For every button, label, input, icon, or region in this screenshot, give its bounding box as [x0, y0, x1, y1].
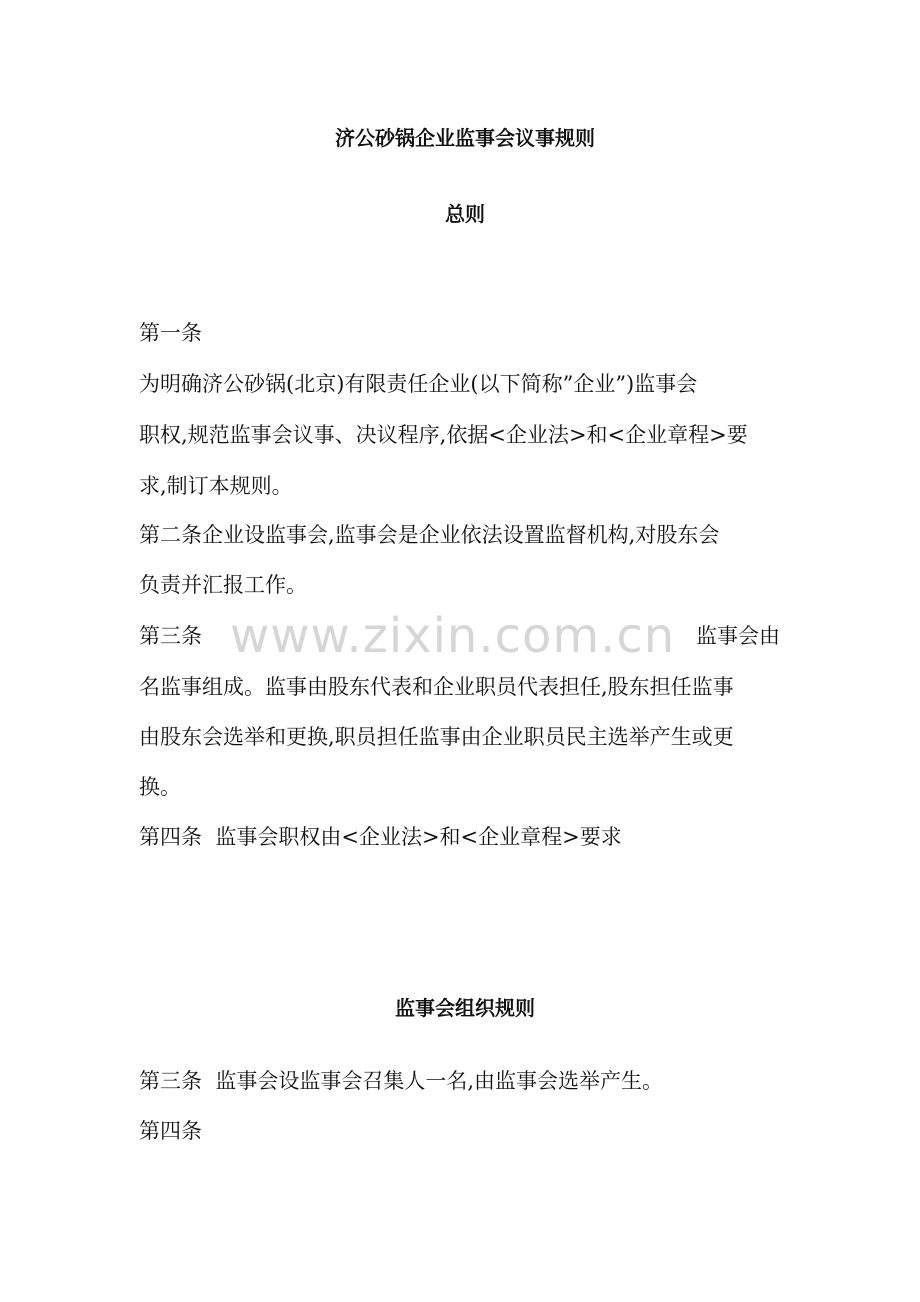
article-label: 第一条 — [139, 321, 202, 345]
section-heading-organization: 监事会组织规则 — [395, 996, 535, 1020]
article-text-line: 第三条 监事会设监事会召集人一名,由监事会选举产生。 — [139, 1069, 664, 1093]
article-text-line: 换。 — [139, 775, 181, 799]
watermark-text: www.zixin.com.cn — [230, 608, 676, 664]
article-text-line: 负责并汇报工作。 — [139, 573, 307, 597]
article-text-line: 第四条 监事会职权由<企业法>和<企业章程>要求 — [139, 825, 622, 849]
section-heading-general: 总则 — [445, 202, 485, 226]
article-label: 第四条 — [139, 1119, 202, 1143]
document-title: 济公砂锅企业监事会议事规则 — [335, 126, 595, 150]
article-text-line: 第二条企业设监事会,监事会是企业依法设置监督机构,对股东会 — [139, 523, 720, 547]
article-text-line: 为明确济公砂锅(北京)有限责任企业(以下简称”企业”)监事会 — [139, 372, 698, 396]
article-text-line: 名监事组成。监事由股东代表和企业职员代表担任,股东担任监事 — [139, 675, 734, 699]
article-text-line: 由股东会选举和更换,职员担任监事由企业职员民主选举产生或更 — [139, 725, 734, 749]
article-text-fragment: 监事会由 — [696, 624, 780, 648]
article-label: 第三条 — [139, 624, 202, 648]
article-text-line: 职权,规范监事会议事、决议程序,依据<企业法>和<企业章程>要 — [139, 423, 748, 447]
article-text-line: 求,制订本规则。 — [139, 474, 293, 498]
